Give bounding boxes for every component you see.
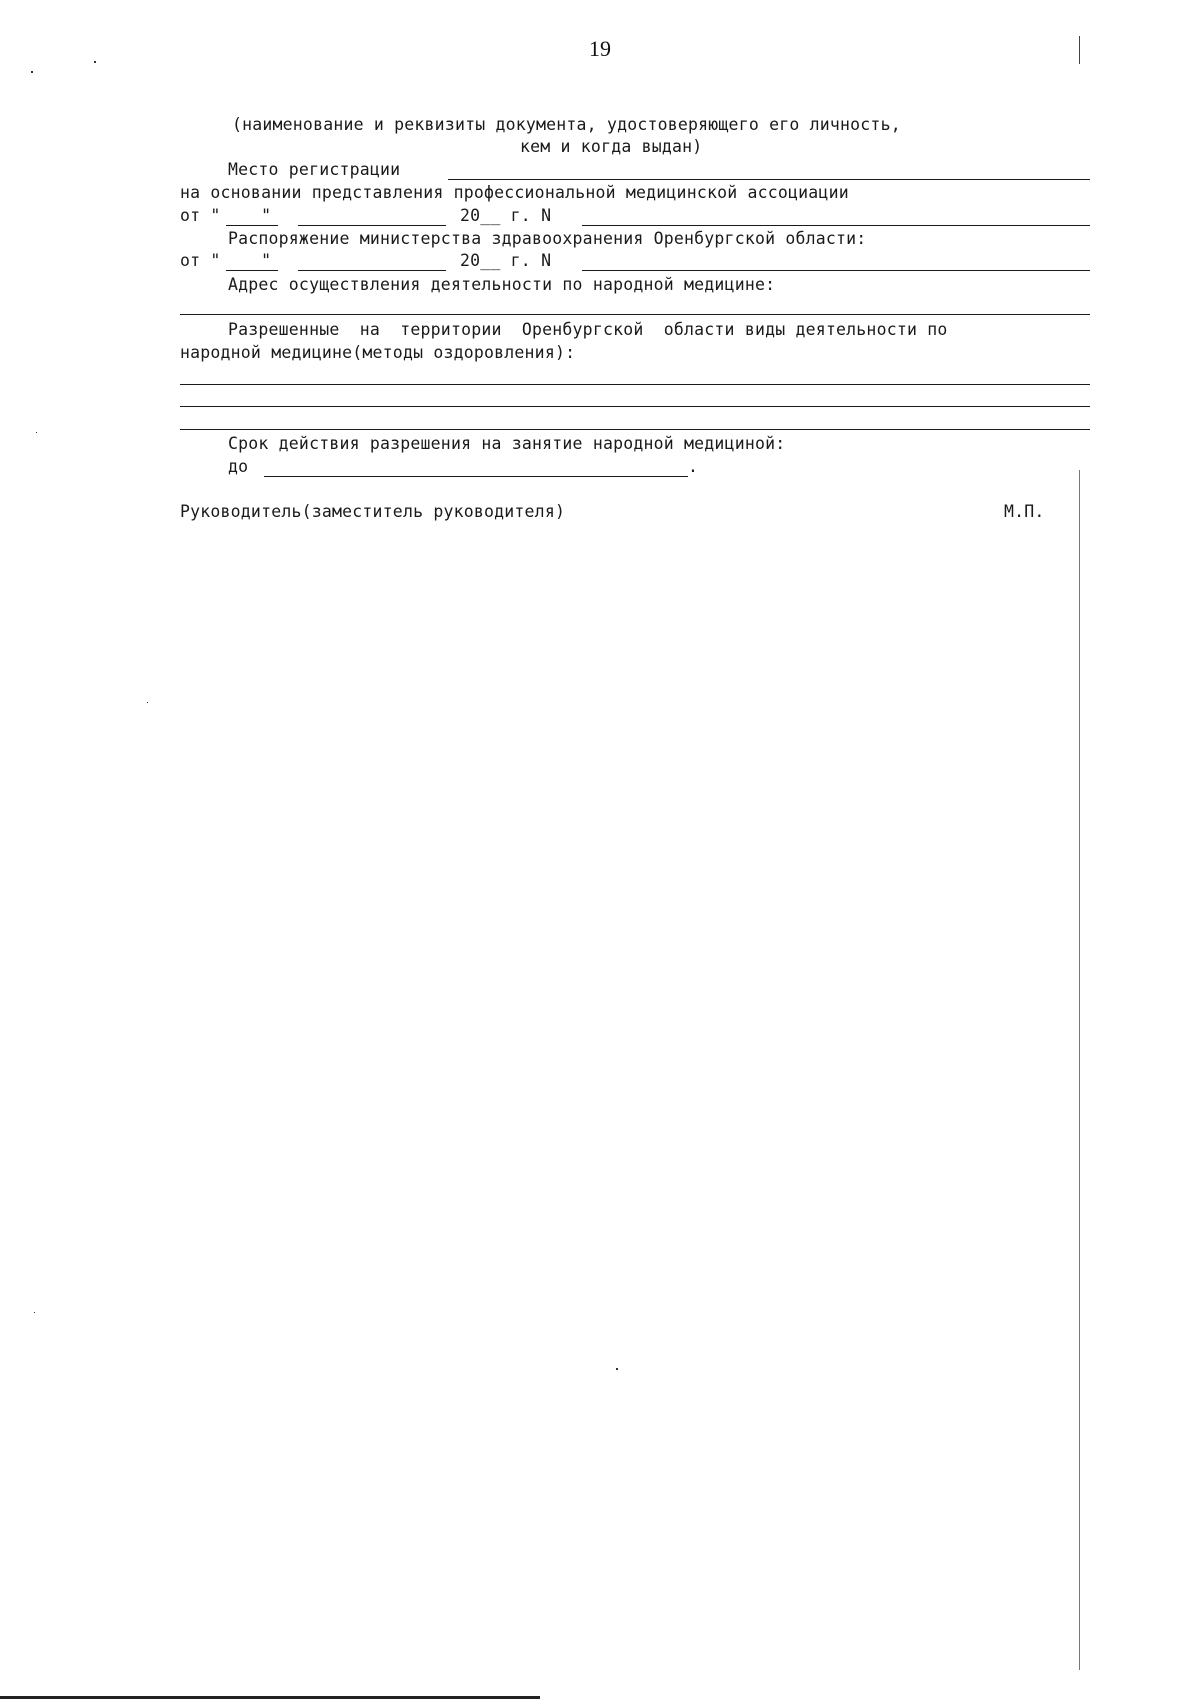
scan-speck [616, 1368, 618, 1370]
scan-speck [34, 1312, 35, 1313]
validity-label: Срок действия разрешения на занятие народной медициной: [228, 434, 786, 453]
from-label-1: от " " [180, 206, 272, 225]
day-field-2[interactable] [226, 270, 278, 271]
scan-bottom-edge [0, 1696, 540, 1699]
permitted-line1: Разрешенные на территории Оренбургской области виды деятельности по [228, 320, 948, 339]
page-number: 19 [589, 36, 611, 61]
scan-speck [36, 432, 37, 433]
year-label-1: 20__ г. N [460, 206, 552, 225]
scan-speck [147, 702, 148, 703]
until-field[interactable] [264, 476, 688, 477]
registration-field[interactable] [448, 179, 1090, 180]
basis-label: на основании представления профессиональной медицинской ассоциации [180, 183, 849, 202]
registration-label: Место регистрации [228, 160, 401, 179]
month-field-2[interactable] [298, 270, 446, 271]
scan-speck [31, 71, 33, 73]
number-field-1[interactable] [582, 225, 1090, 226]
day-field-1[interactable] [226, 225, 278, 226]
until-period: . [688, 457, 699, 476]
year-label-2: 20__ г. N [460, 251, 552, 270]
id-caption-line2: кем и когда выдан) [520, 137, 703, 156]
seal-label: М.П. [1004, 502, 1045, 521]
address-label: Адрес осуществления деятельности по народной медицине: [228, 275, 776, 294]
until-label: до [228, 457, 249, 476]
permitted-field-3[interactable] [180, 429, 1090, 430]
id-caption-line1: (наименование и реквизиты документа, удостоверяющего его личность, [232, 115, 901, 134]
permitted-line2: народной медицине(методы оздоровления): [180, 343, 576, 362]
permitted-field-1[interactable] [180, 384, 1090, 385]
from-label-2: от " " [180, 251, 272, 270]
scan-edge-line [1079, 36, 1080, 64]
order-label: Распоряжение министерства здравоохранения Оренбургской области: [228, 229, 867, 248]
address-field[interactable] [180, 314, 1090, 315]
scan-edge-line [1079, 470, 1080, 1670]
number-field-2[interactable] [582, 270, 1090, 271]
signatory-label: Руководитель(заместитель руководителя) [180, 502, 566, 521]
month-field-1[interactable] [298, 225, 446, 226]
scan-speck [94, 61, 96, 63]
permitted-field-2[interactable] [180, 406, 1090, 407]
